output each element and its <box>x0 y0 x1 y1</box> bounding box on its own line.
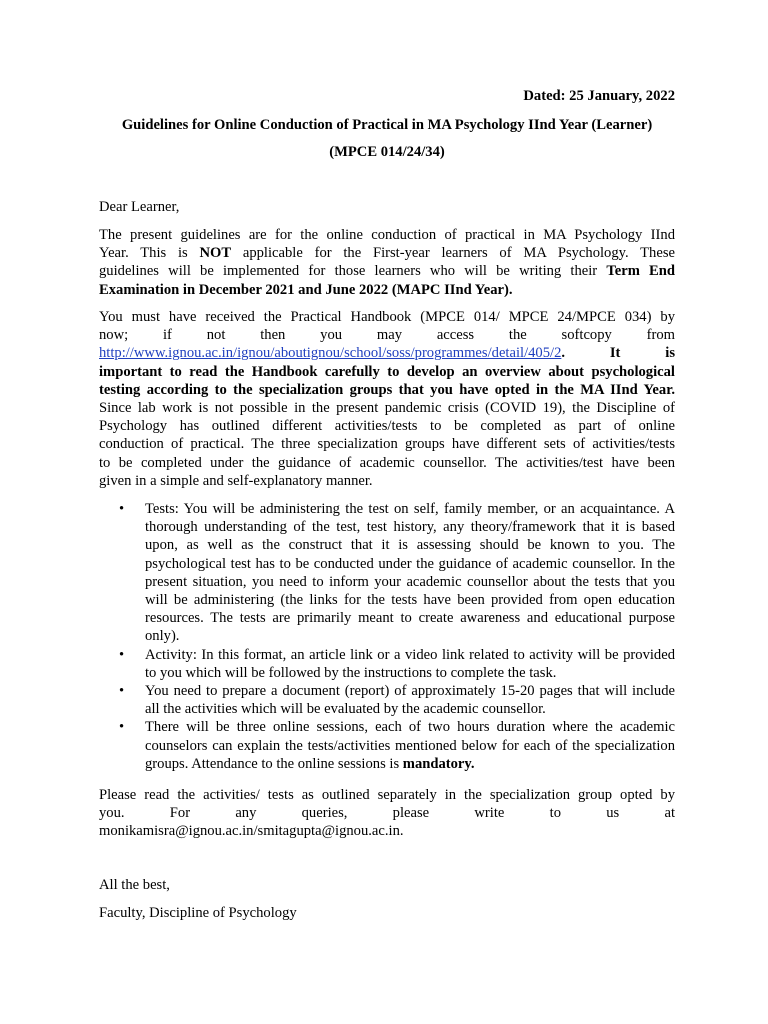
handbook-line-7: Psychology has outlined different activities/tests to be completed as part of online <box>99 418 675 435</box>
list-item-sessions <box>99 718 675 773</box>
handbook-link[interactable]: http://www.ignou.ac.in/ignou/aboutignou/school/soss/programmes/detail/405/2 <box>99 345 562 362</box>
intro-paragraph <box>99 226 675 299</box>
handbook-line-4 <box>99 363 675 381</box>
closing-line: All the best, <box>99 877 170 893</box>
handbook-line-8: conduction of practical. The three specialization groups have different sets of activities/tests <box>99 436 675 453</box>
intro-line-2-rest: applicable for the First-year learners of MA Psychology. These <box>231 245 675 262</box>
activity-text: Activity: In this format, an article link or a video link related to activity will be provided to you which will be followed by the instructions to complete the task. <box>145 646 675 681</box>
contact-line-1: Please read the activities/ tests as outlined separately in the specialization group opted by <box>99 787 675 803</box>
list-item-activity <box>99 646 675 682</box>
handbook-line-3 <box>99 344 675 362</box>
bullet-icon: • <box>119 719 125 736</box>
sessions-text: There will be three online sessions, each of two hours duration where the academic counselors can explain the tests/activities mentioned below for each of the specialization groups. Attendance to the online sessions is <box>145 719 675 772</box>
intro-line-1: The present guidelines are for the online conduction of practical in MA Psychology IInd <box>99 227 675 243</box>
important-emphasis-2: testing according to the specialization groups that you have opted in the MA IInd Year. <box>99 381 675 398</box>
list-item-tests <box>99 500 675 646</box>
salutation: Dear Learner, <box>99 199 180 215</box>
bullet-icon: • <box>119 646 125 663</box>
handbook-line-10: given in a simple and self-explanatory manner. <box>99 472 373 489</box>
handbook-line-9: to be completed under the guidance of academic counsellor. The activities/test have been <box>99 454 675 471</box>
document-title: Guidelines for Online Conduction of Practical in MA Psychology IInd Year (Learner) <box>121 117 653 133</box>
important-emphasis-1: important to read the Handbook carefully to develop an overview about psychological <box>99 363 675 380</box>
intro-line-3 <box>99 262 675 280</box>
course-codes: (MPCE 014/24/34) <box>329 144 445 160</box>
handbook-line-2: now; if not then you may access the softcopy from <box>99 327 675 344</box>
date-line: Dated: 25 January, 2022 <box>523 88 675 104</box>
contact-paragraph <box>99 786 675 841</box>
list-item-report <box>99 682 675 718</box>
intro-line-3-text: guidelines will be implemented for those learners who will be writing their <box>99 263 607 280</box>
intro-line-2-text: Year. This is <box>99 245 200 262</box>
guidelines-list <box>99 500 675 773</box>
not-emphasis: NOT <box>199 245 232 262</box>
contact-emails: monikamisra@ignou.ac.in/smitagupta@ignou.ac.in. <box>99 823 404 840</box>
it-is-emphasis: . It is <box>561 345 675 362</box>
signature-line: Faculty, Discipline of Psychology <box>99 905 297 921</box>
exam-emphasis: Examination in December 2021 and June 2022 (MAPC IInd Year). <box>99 281 513 298</box>
tests-text: Tests: You will be administering the test on self, family member, or an acquaintance. A thorough understanding of the test, test history, any theory/framework that it is based upon, as well as the construct that it is assessing should be known to you. The psychological test has to be conducted under the guidance of academic counsellor. In the present situation, you need to inform your academic counsellor about the tests that you will be administering (the links for the tests have been provided from open education resources. The tests are primarily meant to create awareness and educational purpose only). <box>145 501 675 645</box>
intro-line-2 <box>99 244 675 262</box>
handbook-line-5 <box>99 381 675 399</box>
bullet-icon: • <box>119 683 125 700</box>
handbook-line-6: Since lab work is not possible in the present pandemic crisis (COVID 19), the Discipline of <box>99 400 675 417</box>
handbook-paragraph <box>99 308 675 490</box>
bullet-icon: • <box>119 501 125 517</box>
handbook-line-1: You must have received the Practical Handbook (MPCE 014/ MPCE 24/MPCE 034) by <box>99 309 675 325</box>
mandatory-emphasis: mandatory. <box>402 755 475 772</box>
report-text: You need to prepare a document (report) of approximately 15-20 pages that will include all the activities which will be evaluated by the academic counsellor. <box>145 683 675 718</box>
contact-line-2: you. For any queries, please write to us at <box>99 805 675 822</box>
term-end-emphasis: Term End <box>606 263 675 280</box>
intro-line-4 <box>99 281 675 299</box>
